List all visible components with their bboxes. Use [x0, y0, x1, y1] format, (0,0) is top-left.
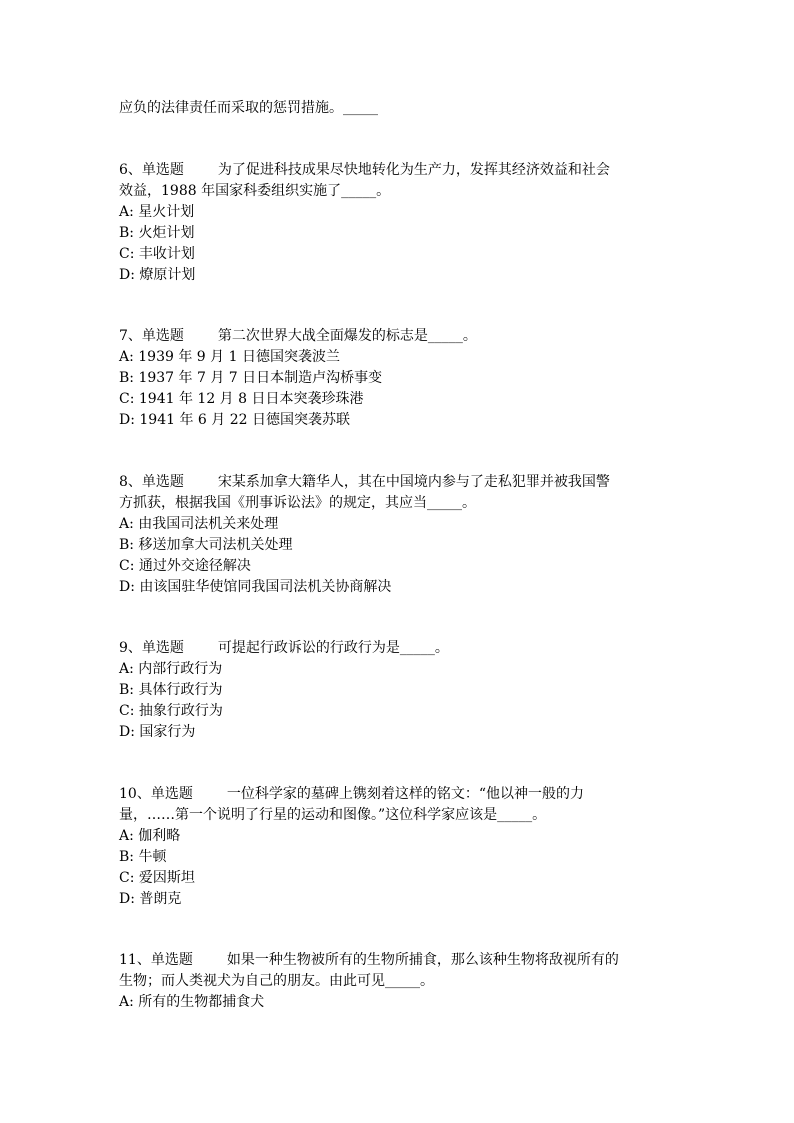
- option-c[interactable]: C: 抽象行政行为: [119, 703, 223, 719]
- question-stem-line: [119, 638, 679, 659]
- question-number: 6、: [119, 162, 142, 178]
- question-type: 单选题: [141, 474, 184, 490]
- question-stem-text: 宋某系加拿大籍华人，其在中国境内参与了走私犯罪并被我国警: [217, 474, 610, 490]
- question-stem-line: [119, 326, 679, 347]
- option-d[interactable]: D: 国家行为: [119, 724, 196, 740]
- option-d[interactable]: D: 由该国驻华使馆同我国司法机关协商解决: [119, 579, 392, 595]
- question-stem-text: 一位科学家的墓碑上镌刻着这样的铭文：“他以神一般的力: [226, 786, 584, 802]
- question-type: 单选题: [150, 786, 193, 802]
- question-number: 8、: [119, 474, 142, 490]
- question-number: 10、: [119, 786, 151, 802]
- question-number: 7、: [119, 328, 142, 344]
- question-stem-text: 为了促进科技成果尽快地转化为生产力，发挥其经济效益和社会: [217, 162, 610, 178]
- option-a[interactable]: A: 伽利略: [119, 828, 181, 844]
- question-number: 9、: [119, 640, 142, 656]
- question-stem-line: 效益，1988 年国家科委组织实施了_____。: [119, 183, 391, 199]
- question-number: 11、: [119, 952, 151, 968]
- option-b[interactable]: B: 具体行政行为: [119, 682, 223, 698]
- option-c[interactable]: C: 爱因斯坦: [119, 870, 195, 886]
- question-stem-line: [119, 950, 679, 971]
- question-stem-line: 方抓获，根据我国《刑事诉讼法》的规定，其应当_____。: [119, 495, 476, 511]
- question-stem-line: [119, 160, 679, 181]
- question-type: 单选题: [141, 640, 184, 656]
- question-stem-line: [119, 472, 679, 493]
- question-stem-line: [119, 784, 679, 805]
- option-c[interactable]: C: 通过外交途径解决: [119, 558, 251, 574]
- option-d[interactable]: D: 普朗克: [119, 891, 182, 907]
- option-d[interactable]: D: 燎原计划: [119, 267, 196, 283]
- question-stem-line: 量，……第一个说明了行星的运动和图像。”这位科学家应该是_____。: [119, 807, 547, 823]
- option-a[interactable]: A: 1939 年 9 月 1 日德国突袭波兰: [119, 349, 340, 365]
- option-a[interactable]: A: 所有的生物都捕食犬: [119, 994, 265, 1010]
- intro-text: 应负的法律责任而采取的惩罚措施。_____: [119, 100, 378, 116]
- option-d[interactable]: D: 1941 年 6 月 22 日德国突袭苏联: [119, 412, 350, 428]
- option-c[interactable]: C: 丰收计划: [119, 246, 195, 262]
- option-c[interactable]: C: 1941 年 12 月 8 日日本突袭珍珠港: [119, 391, 364, 407]
- option-b[interactable]: B: 1937 年 7 月 7 日日本制造卢沟桥事变: [119, 370, 383, 386]
- option-b[interactable]: B: 移送加拿大司法机关处理: [119, 537, 293, 553]
- question-stem-text: 如果一种生物被所有的生物所捕食，那么该种生物将敌视所有的: [226, 952, 619, 968]
- question-type: 单选题: [150, 952, 193, 968]
- option-b[interactable]: B: 牛顿: [119, 849, 167, 865]
- option-b[interactable]: B: 火炬计划: [119, 225, 195, 241]
- question-type: 单选题: [141, 162, 184, 178]
- question-stem-text: 第二次世界大战全面爆发的标志是_____。: [217, 328, 477, 344]
- option-a[interactable]: A: 由我国司法机关来处理: [119, 516, 279, 532]
- question-type: 单选题: [141, 328, 184, 344]
- option-a[interactable]: A: 内部行政行为: [119, 661, 223, 677]
- question-stem-line: 生物；而人类视犬为自己的朋友。由此可见_____。: [119, 973, 434, 989]
- option-a[interactable]: A: 星火计划: [119, 204, 195, 220]
- question-stem-text: 可提起行政诉讼的行政行为是_____。: [217, 640, 449, 656]
